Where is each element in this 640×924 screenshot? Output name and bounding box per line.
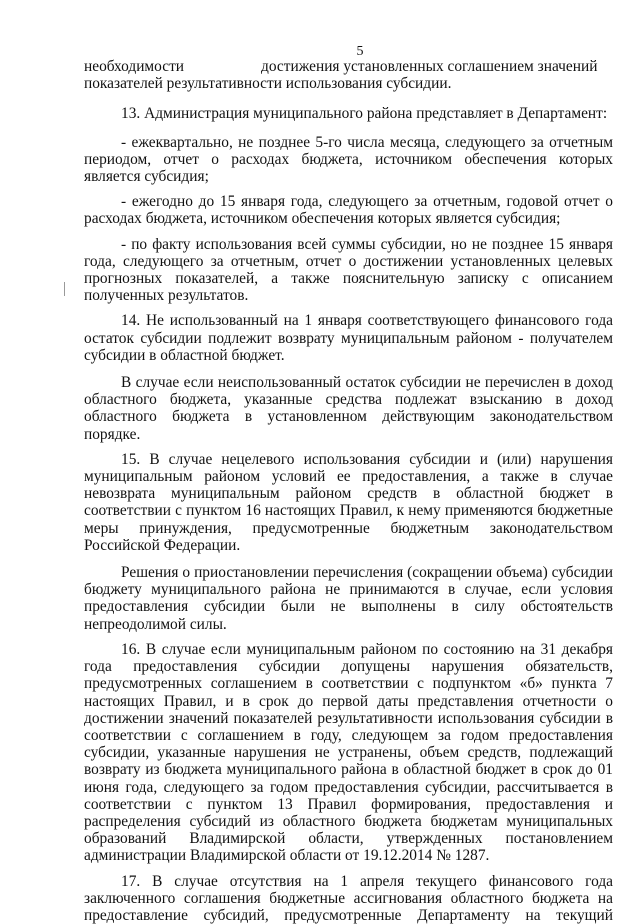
paragraph-quarterly: - ежеквартально, не позднее 5-го числа месяца, следующего за отчетным периодом, отчет о расходах бюджета, источником обеспечения которых является субсидия;: [84, 133, 613, 186]
page-number: 5: [356, 44, 364, 59]
paragraph-on-fact: - по факту использования всей суммы субсидии, но не позднее 15 января года, следующего за отчетным, отчет о достижении установленных целевых прогнозных показателей, а также пояснительную записку с описанием полученных результатов.: [84, 235, 613, 305]
paragraph-16: 16. В случае если муниципальным районом по состоянию на 31 декабря года предоставления субсидии допущены нарушения обязательств, предусмотренных соглашением в соответствии с подпунктом «б» пункта 7 настоящих Правил, и в срок до первой даты представления отчетности о достижении значений показателей результативности использования субсидии в соответствии с соглашением в году, следующем за годом предоставления субсидии, указанные нарушения не устранены, объем средств, подлежащий возврату из бюджета муниципального района в областной бюджет в срок до 01 июня года, следующего за годом предоставления субсидии, рассчитывается в соответствии с пунктом 13 Правил формирования, предоставления и распределения субсидий из областного бюджета бюджетам муниципальных образований Владимирской области, утвержденных постановлением администрации Владимирской области от 19.12.2014 № 1287.: [84, 640, 613, 865]
paragraph-15: 15. В случае нецелевого использования субсидии и (или) нарушения муниципальным районом условий ее предоставления, а также в случае невозврата муниципальным районом средств в областной бюджет в соответствии с пунктом 16 настоящих Правил, к нему применяются бюджетные меры принуждения, предусмотренные бюджетным законодательством Российской Федерации.: [84, 450, 613, 554]
paragraph-continuation-line2: показателей результативности использования субсидии.: [84, 75, 452, 93]
paragraph-13: 13. Администрация муниципального района представляет в Департамент:: [121, 105, 608, 123]
document-body: [84, 44, 613, 924]
paragraph-unused-remainder: В случае если неиспользованный остаток субсидии не перечислен в доход областного бюджета, указанные средства подлежат взысканию в доход областного бюджета в установленном действующим законодательством порядке.: [84, 374, 613, 443]
paragraph-14: 14. Не использованный на 1 января соответствующего финансового года остаток субсидии подлежит возврату муниципальным районом - получателем субсидии в областной бюджет.: [84, 312, 613, 364]
paragraph-17: 17. В случае отсутствия на 1 апреля текущего финансового года заключенного соглашения бюджетные ассигнования областного бюджета на предоставление субсидий, предусмотренные Департаменту на текущий: [84, 872, 613, 924]
paragraph-annual: - ежегодно до 15 января года, следующего за отчетным, годовой отчет о расходах бюджета, источником обеспечения которых является субсидия;: [84, 193, 613, 228]
paragraph-suspension-decisions: Решения о приостановлении перечисления (сокращении объема) субсидии бюджету муниципального района не принимаются в случае, если условия предоставления субсидии были не выполнены в силу обстоятельств непреодолимой силы.: [84, 564, 613, 633]
paragraph-continuation-line1: необходимости достижения установленных соглашением значений: [84, 58, 598, 75]
margin-mark: [64, 282, 65, 296]
